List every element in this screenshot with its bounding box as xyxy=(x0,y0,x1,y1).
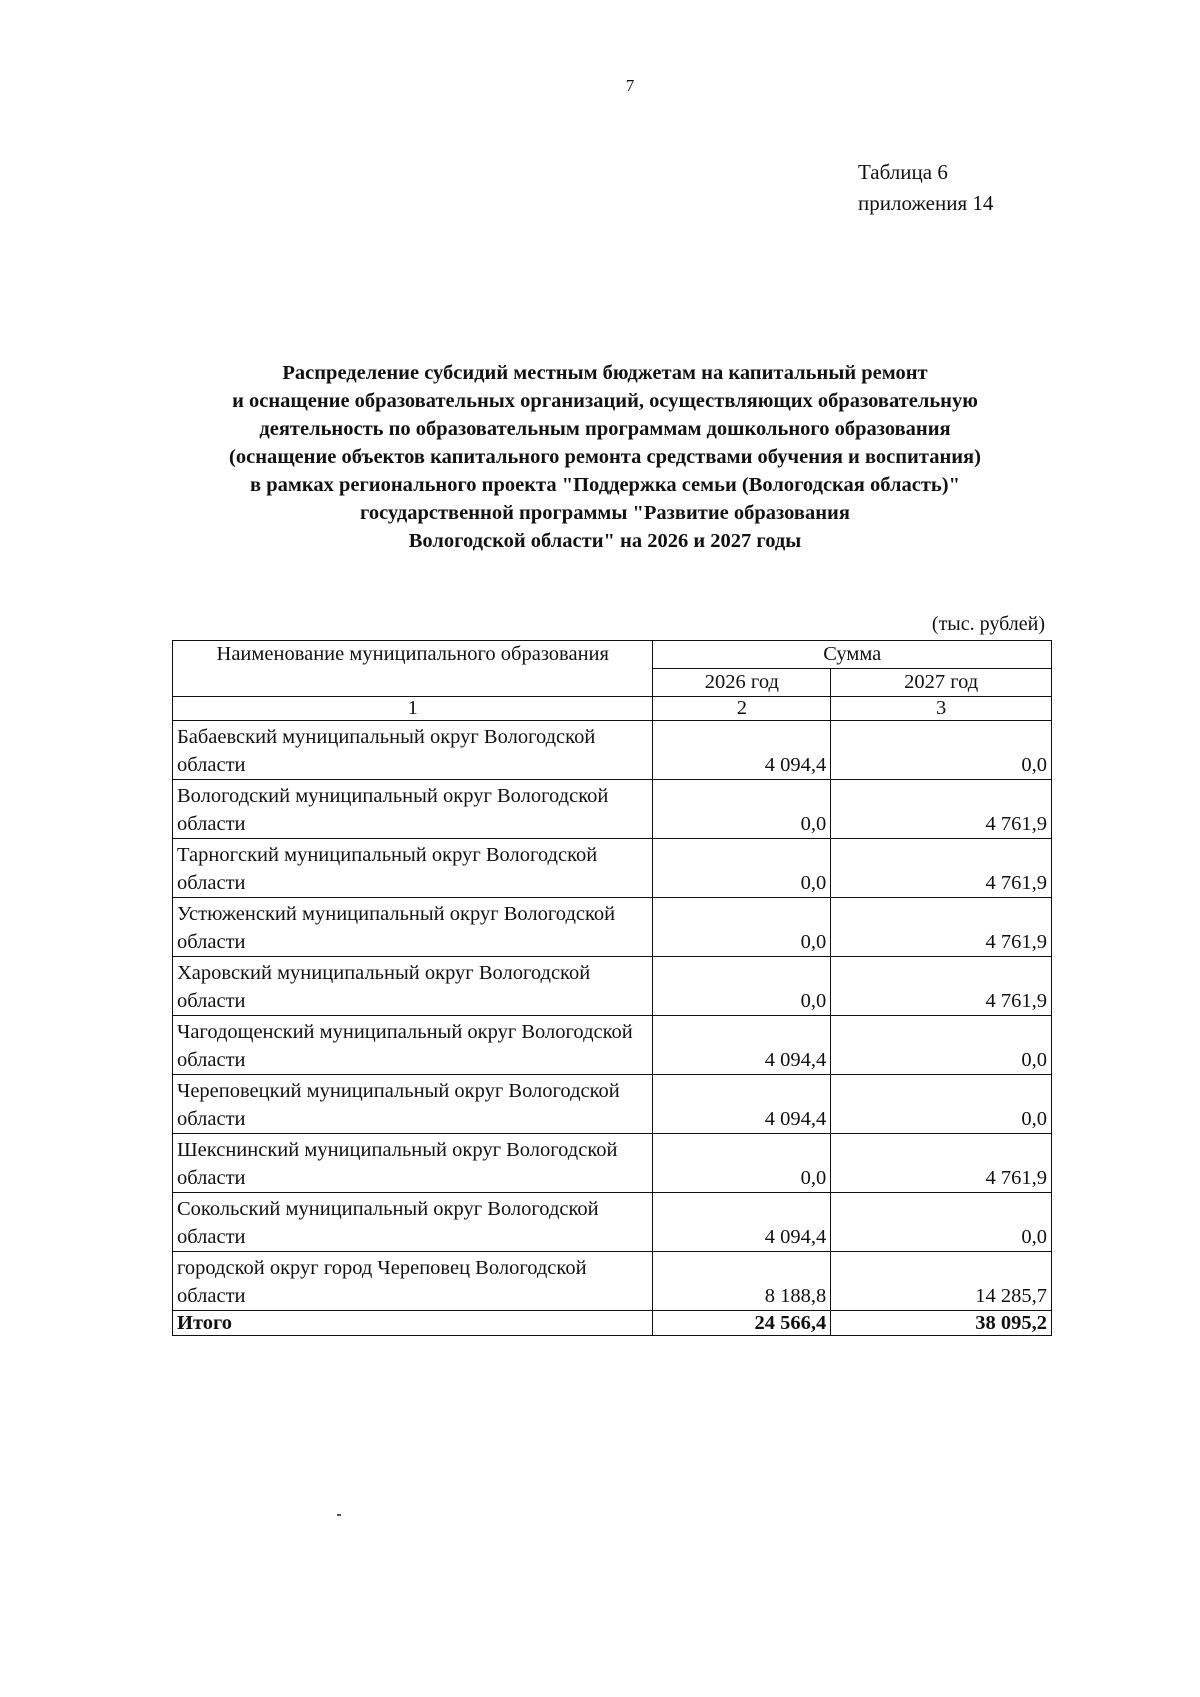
amount-2027: 0,0 xyxy=(831,1193,1052,1252)
amount-2026: 0,0 xyxy=(653,1134,831,1193)
municipality-name: Чагодощенский муниципальный округ Вологодской области xyxy=(173,1016,653,1075)
table-row xyxy=(173,780,1052,839)
amount-2026: 8 188,8 xyxy=(653,1252,831,1311)
title-line-6: государственной программы "Развитие образования xyxy=(360,502,850,524)
municipality-name: Бабаевский муниципальный округ Вологодской области xyxy=(173,721,653,780)
scan-speck xyxy=(337,1514,341,1516)
amount-2026: 4 094,4 xyxy=(653,1193,831,1252)
table-row xyxy=(173,898,1052,957)
table-row xyxy=(173,1193,1052,1252)
title-line-7: Вологодской области" на 2026 и 2027 годы xyxy=(408,530,802,552)
municipality-name: городской округ город Череповец Вологодской области xyxy=(173,1252,653,1311)
amount-2027: 0,0 xyxy=(831,1016,1052,1075)
table-row xyxy=(173,1075,1052,1134)
amount-2026: 0,0 xyxy=(653,780,831,839)
title-line-5: в рамках регионального проекта "Поддержка семьи (Вологодская область)" xyxy=(250,474,960,496)
amount-2027: 4 761,9 xyxy=(831,780,1052,839)
amount-2027: 4 761,9 xyxy=(831,839,1052,898)
amount-2026: 4 094,4 xyxy=(653,1075,831,1134)
title-line-2: и оснащение образовательных организаций, осуществляющих образовательную xyxy=(232,390,978,412)
municipality-name: Устюженский муниципальный округ Вологодской области xyxy=(173,898,653,957)
table-reference-line-2: приложения 14 xyxy=(858,191,994,215)
header-year-2027: 2027 год xyxy=(831,669,1052,697)
table-row xyxy=(173,839,1052,898)
page-number: 7 xyxy=(625,76,635,95)
total-row xyxy=(173,1311,1052,1336)
amount-2027: 0,0 xyxy=(831,1075,1052,1134)
column-number: 3 xyxy=(831,697,1052,721)
column-number: 1 xyxy=(173,697,653,721)
amount-2027: 0,0 xyxy=(831,721,1052,780)
amount-2026: 0,0 xyxy=(653,957,831,1016)
total-2027: 38 095,2 xyxy=(831,1311,1052,1336)
amount-2026: 0,0 xyxy=(653,839,831,898)
column-number: 2 xyxy=(653,697,831,721)
municipality-name: Череповецкий муниципальный округ Вологодской области xyxy=(173,1075,653,1134)
table-row xyxy=(173,1134,1052,1193)
title-line-1: Распределение субсидий местным бюджетам на капитальный ремонт xyxy=(282,362,928,384)
amount-2027: 4 761,9 xyxy=(831,957,1052,1016)
header-year-2026: 2026 год xyxy=(653,669,831,697)
municipality-name: Харовский муниципальный округ Вологодской области xyxy=(173,957,653,1016)
column-numbers-row xyxy=(173,697,1052,721)
municipality-name: Сокольский муниципальный округ Вологодской области xyxy=(173,1193,653,1252)
header-sum: Сумма xyxy=(653,641,1052,669)
total-label: Итого xyxy=(173,1311,653,1336)
amount-2027: 4 761,9 xyxy=(831,1134,1052,1193)
subsidy-distribution-table xyxy=(172,640,1052,1336)
municipality-name: Шекснинский муниципальный округ Вологодской области xyxy=(173,1134,653,1193)
amount-2026: 4 094,4 xyxy=(653,721,831,780)
document-title xyxy=(120,359,1090,555)
table-row xyxy=(173,1016,1052,1075)
table-header-row xyxy=(173,641,1052,669)
amount-2026: 4 094,4 xyxy=(653,1016,831,1075)
unit-label: (тыс. рублей) xyxy=(931,613,1045,635)
table-reference xyxy=(858,157,993,219)
municipality-name: Тарногский муниципальный округ Вологодской области xyxy=(173,839,653,898)
table-row xyxy=(173,1252,1052,1311)
amount-2027: 14 285,7 xyxy=(831,1252,1052,1311)
amount-2026: 0,0 xyxy=(653,898,831,957)
table-row xyxy=(173,721,1052,780)
municipality-name: Вологодский муниципальный округ Вологодской области xyxy=(173,780,653,839)
amount-2027: 4 761,9 xyxy=(831,898,1052,957)
table-reference-line-1: Таблица 6 xyxy=(858,160,948,184)
header-name: Наименование муниципального образования xyxy=(173,641,653,697)
title-line-3: деятельность по образовательным программам дошкольного образования xyxy=(259,418,951,440)
table-row xyxy=(173,957,1052,1016)
total-2026: 24 566,4 xyxy=(653,1311,831,1336)
title-line-4: (оснащение объектов капитального ремонта средствами обучения и воспитания) xyxy=(229,446,981,468)
